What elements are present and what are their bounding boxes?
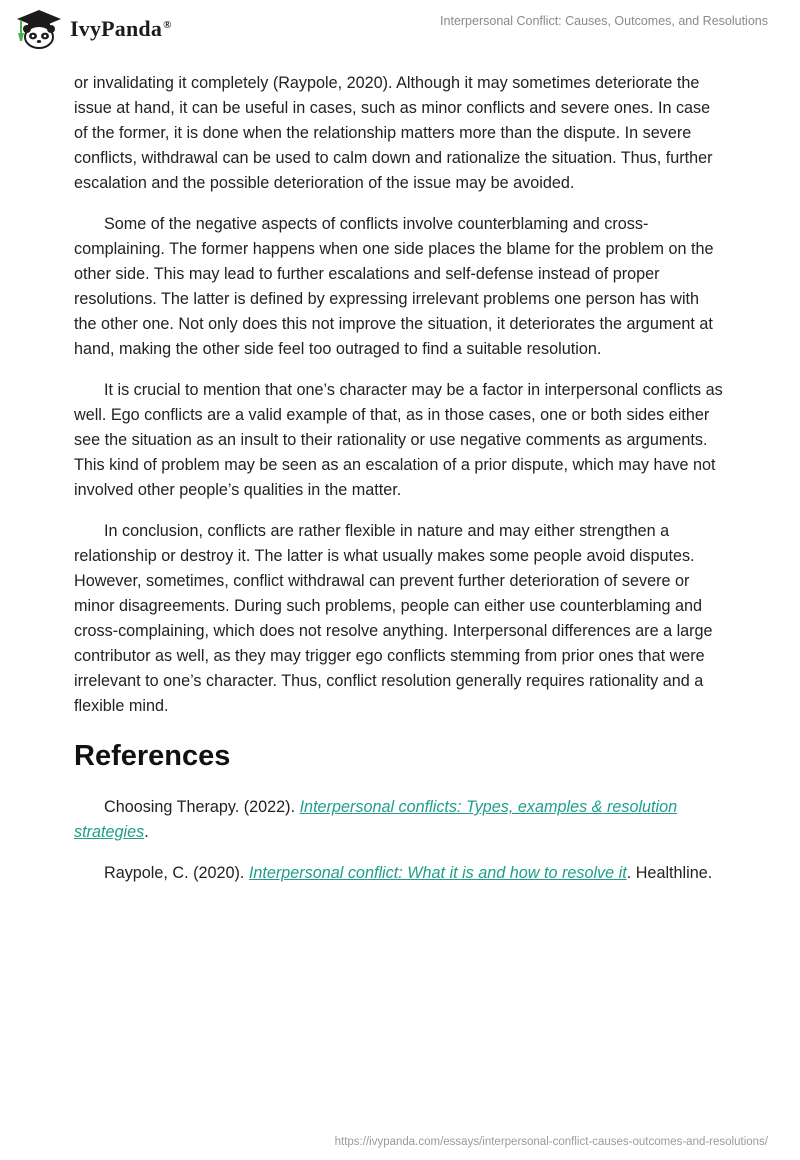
ivypanda-logo[interactable] <box>14 8 172 50</box>
references-heading: References <box>74 740 231 772</box>
logo-text: IvyPanda <box>70 16 163 41</box>
panda-graduate-icon <box>14 8 64 50</box>
paragraph-4: In conclusion, conflicts are rather flexible in nature and may either strengthen a relationship or destroy it. The latter is what usually makes some people avoid disputes. However, sometimes, conflict withdrawal can prevent further deterioration of severe or minor disagreements. During such problems, people can either use counterblaming and cross-complaining, which does not resolve anything. Interpersonal differences are a large contributor as well, as they may trigger ego conflicts stemming from prior ones that were irrelevant to one’s character. Thus, conflict resolution generally requires rationality and a flexible mind. <box>74 522 713 715</box>
reference-prefix: Raypole, C. (2020). <box>104 864 249 882</box>
reference-item <box>74 795 726 845</box>
reference-suffix: . <box>144 823 149 841</box>
registered-mark: ® <box>163 18 172 31</box>
logo-wordmark <box>70 16 172 42</box>
reference-link[interactable]: Interpersonal conflicts: Types, examples & resolution strategies <box>74 798 678 841</box>
paragraph-2: Some of the negative aspects of conflicts involve counterblaming and cross-complaining. The former happens when one side places the blame for the problem on the other side. This may lead to further escalations and self-defense instead of proper resolutions. The latter is defined by expressing irrelevant problems one person has with the other one. Not only does this not improve the situation, it deteriorates the argument at hand, making the other side feel too outraged to find a suitable resolution. <box>74 215 714 358</box>
reference-item <box>74 861 726 886</box>
source-url[interactable]: https://ivypanda.com/essays/interpersonal-conflict-causes-outcomes-and-resolutions/ <box>334 1136 768 1148</box>
page-header <box>0 0 800 60</box>
reference-suffix: . Healthline. <box>626 864 713 882</box>
reference-prefix: Choosing Therapy. (2022). <box>104 798 300 816</box>
document-title: Interpersonal Conflict: Causes, Outcomes, and Resolutions <box>440 14 768 28</box>
essay-body <box>74 71 726 902</box>
paragraph-3: It is crucial to mention that one’s character may be a factor in interpersonal conflicts as well. Ego conflicts are a valid example of that, as in those cases, one or both sides either see the situation as an insult to their rationality or use negative comments as arguments. This kind of problem may be seen as an escalation of a prior dispute, which may have not involved other people’s qualities in the matter. <box>74 381 723 499</box>
reference-link[interactable]: Interpersonal conflict: What it is and how to resolve it <box>248 864 627 882</box>
paragraph-1: or invalidating it completely (Raypole, 2020). Although it may sometimes deteriorate the issue at hand, it can be useful in cases, such as minor conflicts and severe ones. In case of the former, it is done when the relationship matters more than the dispute. In severe conflicts, withdrawal can be used to calm down and rationalize the situation. Thus, further escalation and the possible deterioration of the issue may be avoided. <box>74 74 713 192</box>
